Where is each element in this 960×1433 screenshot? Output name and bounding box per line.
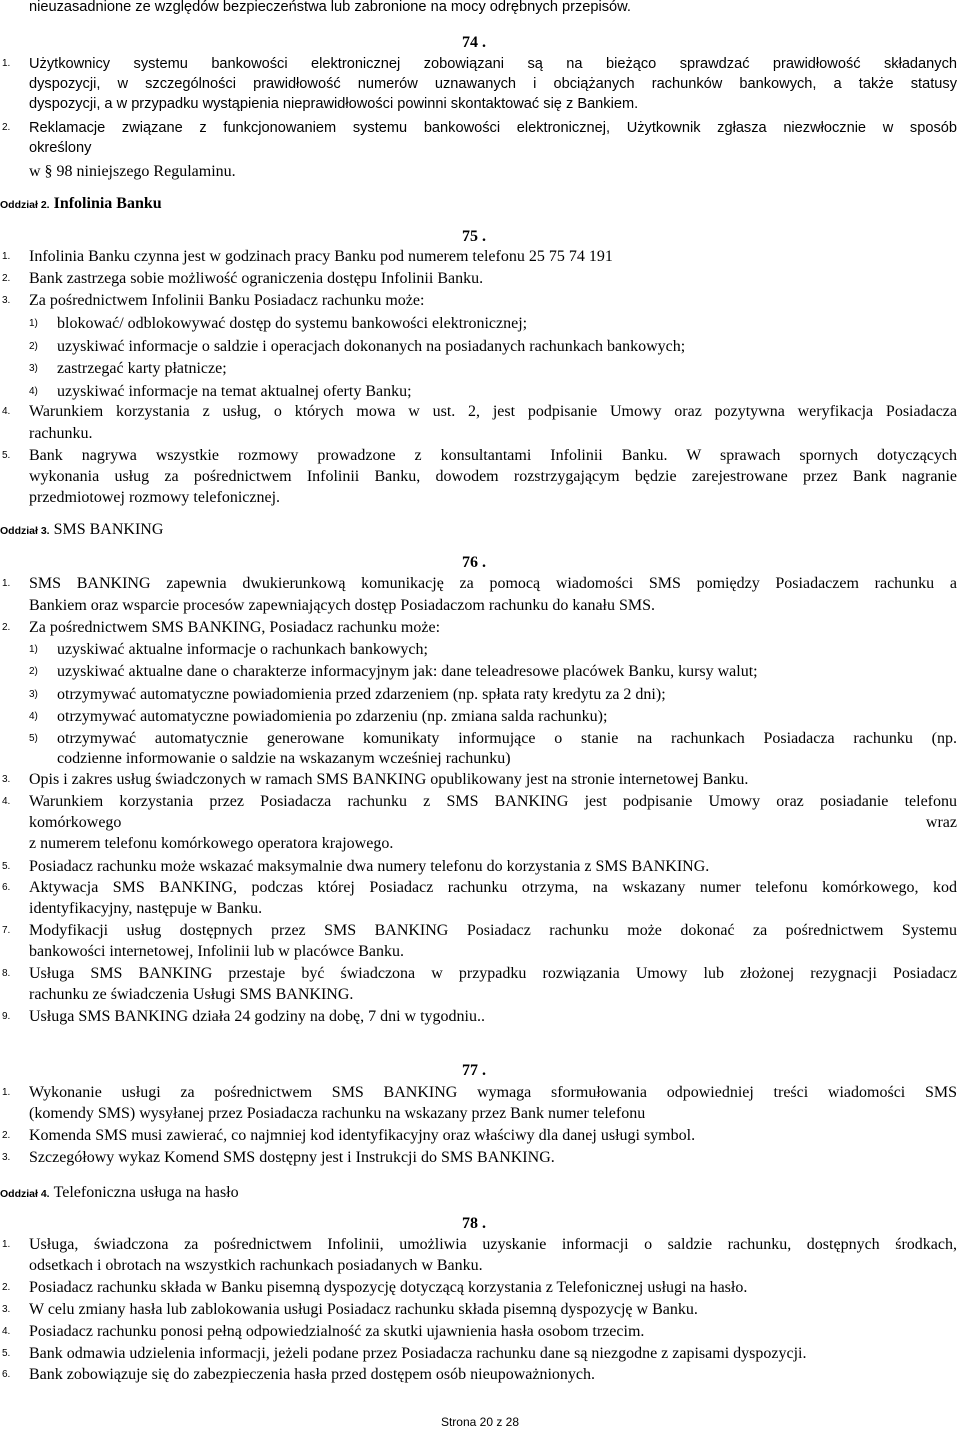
item-text: (komendy SMS) wysyłanej przez Posiadacza rachunku na wskazany przez Bank numer telefonu bbox=[29, 1105, 646, 1122]
item-text: Posiadacz rachunku składa w Banku pisemną dyspozycję dotyczącą korzystania z Telefonicznej usługi na hasło. bbox=[29, 1279, 748, 1296]
subitem-text: codzienne informowanie o saldzie na wskazanym wcześniej rachunku) bbox=[57, 750, 511, 767]
item-text: Bank zastrzega sobie możliwość ograniczenia dostępu Infolinii Banku. bbox=[29, 270, 484, 287]
subitem-text: zastrzegać karty płatnicze; bbox=[57, 360, 227, 377]
item-number: 8. bbox=[2, 968, 11, 979]
subitem-text: otrzymywać automatycznie generowane komunikaty informujące o stanie na rachunkach Posiadacza rachunku (np. bbox=[57, 730, 957, 747]
paragraph-76-title: 76 . bbox=[462, 554, 486, 571]
subitem-number: 2) bbox=[29, 341, 38, 352]
subitem-text: uzyskiwać informacje na temat aktualnej oferty Banku; bbox=[57, 383, 412, 400]
subitem-text: uzyskiwać informacje o saldzie i operacjach dokonanych na posiadanych rachunkach bankowych; bbox=[57, 338, 686, 355]
subitem-text: uzyskiwać aktualne dane o charakterze informacyjnym jak: dane teleadresowe placówek Banku, kursy walut; bbox=[57, 663, 758, 680]
section-heading bbox=[0, 194, 162, 215]
subitem-text: blokować/ odblokowywać dostęp do systemu bankowości elektronicznej; bbox=[57, 315, 528, 332]
item-number: 5. bbox=[2, 861, 11, 872]
section-heading bbox=[0, 520, 163, 541]
item-number: 1. bbox=[2, 251, 11, 262]
section-title: Telefoniczna usługa na hasło bbox=[53, 1184, 239, 1201]
item-number: 2. bbox=[2, 1130, 11, 1141]
page-number: Strona 20 z 28 bbox=[440, 1415, 520, 1429]
item-text: Aktywacja SMS BANKING, podczas której Posiadacz rachunku otrzyma, na wskazany numer telefonu komórkowego, kod bbox=[29, 879, 957, 896]
subitem-text: otrzymywać automatyczne powiadomienia przed zdarzeniem (np. spłata raty kredytu za 2 dni); bbox=[57, 686, 666, 703]
item-number: 4. bbox=[2, 406, 11, 417]
item-text: Bank odmawia udzielenia informacji, jeżeli podane przez Posiadacza rachunku dane są niezgodne z zapisami dyspozycji. bbox=[29, 1345, 807, 1362]
item-text: Bank zobowiązuje się do zabezpieczenia hasła przed dostępem osób nieupoważnionych. bbox=[29, 1366, 596, 1383]
item-number: 2. bbox=[2, 622, 11, 633]
item-text: Za pośrednictwem Infolinii Banku Posiadacz rachunku może: bbox=[29, 292, 425, 309]
section-label: Oddział 3. bbox=[0, 525, 50, 537]
intro-text: nieuzasadnione ze względów bezpieczeństwa lub zabronione na mocy odrębnych przepisów. bbox=[29, 0, 631, 15]
item-number: 6. bbox=[2, 882, 11, 893]
item-text: przedmiotowej rozmowy telefonicznej. bbox=[29, 489, 281, 506]
item-number: 7. bbox=[2, 925, 11, 936]
item-text: W celu zmiany hasła lub zablokowania usługi Posiadacz rachunku składa pisemną dyspozycję w Banku. bbox=[29, 1301, 698, 1318]
subitem-number: 2) bbox=[29, 666, 38, 677]
item-text: wraz bbox=[925, 814, 957, 831]
item-text: z numerem telefonu komórkowego operatora krajowego. bbox=[29, 835, 394, 852]
item-text: w § 98 niniejszego Regulaminu. bbox=[29, 163, 236, 180]
subitem-number: 4) bbox=[29, 386, 38, 397]
item-text: Wykonanie usługi za pośrednictwem SMS BANKING wymaga sformułowania odpowiedniej treści wiadomości SMS bbox=[29, 1084, 957, 1101]
item-number: 3. bbox=[2, 774, 11, 785]
item-text: Bank nagrywa wszystkie rozmowy prowadzone z konsultantami Infolinii Banku. W sprawach spornych dotyczących bbox=[29, 447, 957, 464]
item-text: Użytkownicy systemu bankowości elektronicznej zobowiązani są na bieżąco sprawdzać prawidłowość składanych bbox=[29, 56, 957, 72]
item-number: 2. bbox=[2, 273, 11, 284]
item-text: Usługa, świadczona za pośrednictwem Infolinii, umożliwia uzyskanie informacji o saldzie rachunku, dostępnych środkach, bbox=[29, 1236, 957, 1253]
item-text: Usługa SMS BANKING działa 24 godziny na dobę, 7 dni w tygodniu.. bbox=[29, 1008, 485, 1025]
item-text: Komenda SMS musi zawierać, co najmniej kod identyfikacyjny oraz właściwy dla danej usługi symbol. bbox=[29, 1127, 696, 1144]
item-text: Infolinia Banku czynna jest w godzinach pracy Banku pod numerem telefonu 25 75 74 191 bbox=[29, 248, 613, 265]
item-text: dyspozycji, a w przypadku wystąpienia nieprawidłowości powinni skontaktować się z Bankiem. bbox=[29, 96, 639, 112]
subitem-number: 1) bbox=[29, 644, 38, 655]
section-heading bbox=[0, 1183, 239, 1204]
item-number: 4. bbox=[2, 796, 11, 807]
paragraph-75-title: 75 . bbox=[462, 228, 486, 245]
item-number: 1. bbox=[2, 58, 11, 69]
item-number: 5. bbox=[2, 450, 11, 461]
section-title: SMS BANKING bbox=[53, 521, 164, 538]
item-text: Posiadacz rachunku może wskazać maksymalnie dwa numery telefonu do korzystania z SMS BANKING. bbox=[29, 858, 710, 875]
item-text: określony bbox=[29, 140, 92, 156]
item-text: rachunku. bbox=[29, 425, 93, 442]
subitem-number: 4) bbox=[29, 711, 38, 722]
item-text: identyfikacyjny, następuje w Banku. bbox=[29, 900, 263, 917]
item-text: Modyfikacji usług dostępnych przez SMS BANKING Posiadacz rachunku może dokonać za pośrednictwem Systemu bbox=[29, 922, 957, 939]
section-label: Oddział 4. bbox=[0, 1188, 50, 1200]
item-number: 9. bbox=[2, 1011, 11, 1022]
item-text-justified bbox=[29, 813, 957, 833]
item-text: Warunkiem korzystania z usług, o których mowa w ust. 2, jest podpisanie Umowy oraz pozytywna weryfikacja Posiadacza bbox=[29, 403, 957, 420]
subitem-number: 5) bbox=[29, 733, 38, 744]
item-text: odsetkach i obrotach na wszystkich rachunkach posiadanych w Banku. bbox=[29, 1257, 483, 1274]
item-text: Bankiem oraz wsparcie procesów zapewniających dostęp Posiadaczom rachunku do kanału SMS. bbox=[29, 597, 656, 614]
item-text: bankowości internetowej, Infolinii lub w placówce Banku. bbox=[29, 943, 405, 960]
item-number: 2. bbox=[2, 122, 11, 133]
item-number: 1. bbox=[2, 1087, 11, 1098]
item-text: wykonania usług za pośrednictwem Infolinii Banku, dowodem rozstrzygającym będzie zarejestrowane przez Bank nagranie bbox=[29, 468, 957, 485]
item-text: Szczegółowy wykaz Komend SMS dostępny jest i Instrukcji do SMS BANKING. bbox=[29, 1149, 555, 1166]
item-number: 2. bbox=[2, 1282, 11, 1293]
item-number: 1. bbox=[2, 1239, 11, 1250]
item-text: Warunkiem korzystania przez Posiadacza rachunku z SMS BANKING jest podpisanie Umowy oraz posiadanie telefonu bbox=[29, 793, 957, 810]
section-title: Infolinia Banku bbox=[53, 195, 162, 212]
subitem-number: 3) bbox=[29, 689, 38, 700]
item-number: 3. bbox=[2, 295, 11, 306]
item-number: 3. bbox=[2, 1152, 11, 1163]
subitem-number: 1) bbox=[29, 318, 38, 329]
item-text: SMS BANKING zapewnia dwukierunkową komunikację za pomocą wiadomości SMS pomiędzy Posiadaczem rachunku a bbox=[29, 575, 957, 592]
subitem-text: uzyskiwać aktualne informacje o rachunkach bankowych; bbox=[57, 641, 428, 658]
item-text: rachunku ze świadczenia Usługi SMS BANKING. bbox=[29, 986, 354, 1003]
item-number: 6. bbox=[2, 1369, 11, 1380]
item-text: Posiadacz rachunku ponosi pełną odpowiedzialność za skutki ujawnienia hasła osobom trzecim. bbox=[29, 1323, 645, 1340]
item-text: dyspozycji, w szczególności prawidłowość numerów uznawanych i obciążanych rachunków bankowych, a także statusy bbox=[29, 76, 957, 92]
item-text: komórkowego bbox=[29, 814, 122, 831]
item-number: 4. bbox=[2, 1326, 11, 1337]
section-label: Oddział 2. bbox=[0, 199, 50, 211]
paragraph-78-title: 78 . bbox=[462, 1215, 486, 1232]
paragraph-77-title: 77 . bbox=[462, 1062, 486, 1079]
item-text: Reklamacje związane z funkcjonowaniem systemu bankowości elektronicznej, Użytkownik zgłasza niezwłocznie w sposób bbox=[29, 120, 957, 136]
subitem-text: otrzymywać automatyczne powiadomienia po zdarzeniu (np. zmiana salda rachunku); bbox=[57, 708, 608, 725]
item-text: Za pośrednictwem SMS BANKING, Posiadacz rachunku może: bbox=[29, 619, 441, 636]
item-text: Opis i zakres usług świadczonych w ramach SMS BANKING opublikowany jest na stronie internetowej Banku. bbox=[29, 771, 749, 788]
subitem-number: 3) bbox=[29, 363, 38, 374]
item-number: 1. bbox=[2, 578, 11, 589]
paragraph-74-title: 74 . bbox=[462, 34, 486, 51]
item-text: Usługa SMS BANKING przestaje być świadczona w przypadku rozwiązania Umowy lub złożonej rezygnacji Posiadacz bbox=[29, 965, 957, 982]
item-number: 3. bbox=[2, 1304, 11, 1315]
item-number: 5. bbox=[2, 1348, 11, 1359]
